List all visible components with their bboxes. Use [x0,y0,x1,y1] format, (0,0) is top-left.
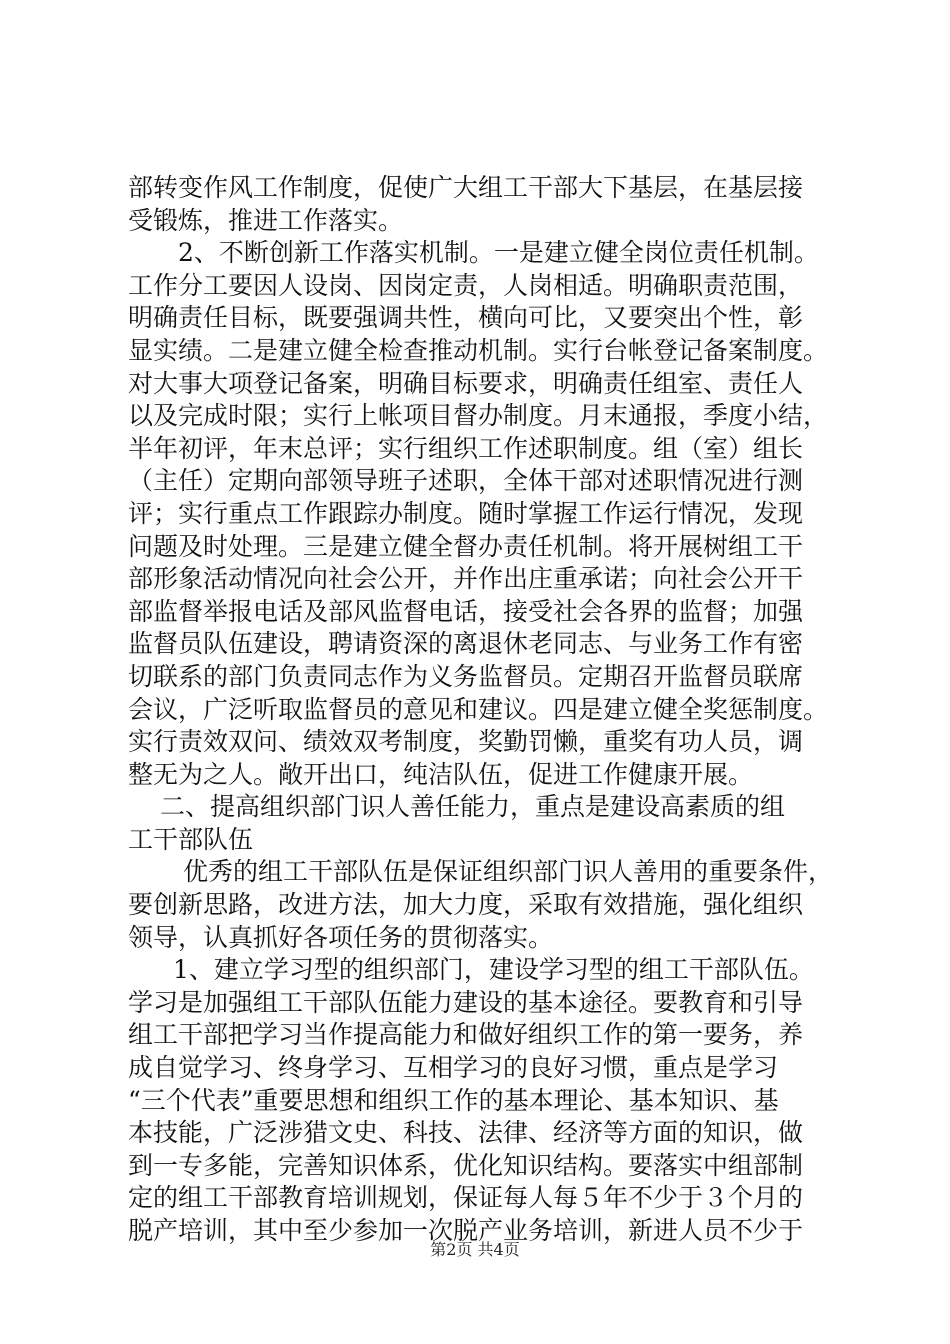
text-line: 学习是加强组工干部队伍能力建设的基本途径。要教育和引导 [128,987,804,1017]
text-line: 半年初评，年末总评；实行组织工作述职制度。组（室）组长 [128,433,804,463]
text-line: 切联系的部门负责同志作为义务监督员。定期召开监督员联席 [128,661,804,691]
text-line: 到一专多能，完善知识体系，优化知识结构。要落实中组部制 [128,1150,804,1180]
text-line: 优秀的组工干部队伍是保证组织部门识人善用的重要条件， [183,857,834,887]
text-line: 受锻炼，推进工作落实。 [128,205,404,235]
text-line: 会议，广泛听取监督员的意见和建议。四是建立健全奖惩制度。 [128,694,829,724]
text-line: 部转变作风工作制度，促使广大组工干部大下基层，在基层接 [128,173,804,202]
text-line: 监督员队伍建设，聘请资深的离退休老同志、与业务工作有密 [128,629,804,659]
text-line: 整无为之人。敞开出口，纯洁队伍，促进工作健康开展。 [128,759,754,789]
text-line: 组工干部把学习当作提高能力和做好组织工作的第一要务，养 [128,1020,804,1050]
text-line: 部形象活动情况向社会公开，并作出庄重承诺；向社会公开干 [128,564,804,594]
text-line: 2、不断创新工作落实机制。一是建立健全岗位责任机制。 [178,238,819,268]
text-line: 脱产培训，其中至少参加一次脱产业务培训，新进人员不少于 [128,1216,804,1245]
section-heading-line: 二、提高组织部门识人善任能力，重点是建设高素质的组 [160,792,786,822]
text-line: 1、建立学习型的组织部门，建设学习型的组工干部队伍。 [173,955,814,985]
document-body [128,172,834,1248]
text-line: “三个代表”重要思想和组织工作的基本理论、基本知识、基 [128,1085,779,1115]
text-line: 显实绩。二是建立健全检查推动机制。实行台帐登记备案制度。 [128,335,829,365]
text-line: 实行责效双问、绩效双考制度，奖勤罚懒，重奖有功人员，调 [128,727,804,757]
text-line: 对大事大项登记备案，明确目标要求，明确责任组室、责任人 [128,368,804,398]
text-line: 以及完成时限；实行上帐项目督办制度。月末通报，季度小结， [128,401,829,431]
text-line: 领导，认真抓好各项任务的贯彻落实。 [128,922,554,952]
text-line: 部监督举报电话及部风监督电话，接受社会各界的监督；加强 [128,596,804,626]
page-number-footer: 第2页 共4页 [430,1240,520,1259]
text-line: 明确责任目标，既要强调共性，横向可比，又要突出个性，彰 [128,303,804,333]
text-line: 要创新思路，改进方法，加大力度，采取有效措施，强化组织 [128,890,804,920]
text-line: 评；实行重点工作跟踪办制度。随时掌握工作运行情况，发现 [128,498,804,528]
text-line: 工作分工要因人设岗、因岗定责，人岗相适。明确职责范围， [128,270,804,300]
text-line: 定的组工干部教育培训规划，保证每人每５年不少于３个月的 [128,1183,804,1213]
text-line: 本技能，广泛涉猎文史、科技、法律、经济等方面的知识，做 [128,1118,804,1148]
text-line: （主任）定期向部领导班子述职，全体干部对述职情况进行测 [128,466,804,496]
text-line: 成自觉学习、终身学习、互相学习的良好习惯，重点是学习 [128,1053,779,1083]
text-line: 问题及时处理。三是建立健全督办责任机制。将开展树组工干 [128,531,804,561]
section-heading-line: 工干部队伍 [128,824,254,854]
